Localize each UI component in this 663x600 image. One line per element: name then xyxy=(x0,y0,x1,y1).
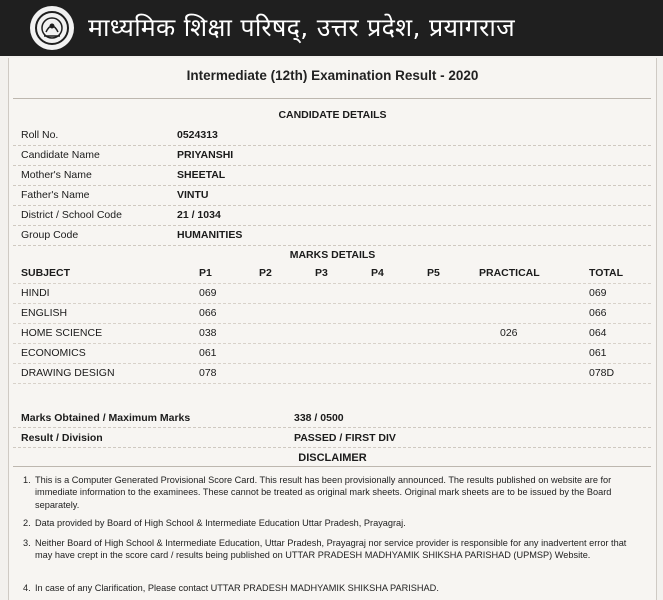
disclaimer-text: Neither Board of High School & Intermediate Education, Uttar Pradesh, Prayagraj nor service provider is responsible for any inadvertent error that may have crept in the score card / results being published on UTTAR PRADESH MADHYAMIK SHIKSHA PARISHAD (UPMSP) Website. xyxy=(35,538,627,561)
disclaimer-item xyxy=(23,474,645,512)
field-value: HUMANITIES xyxy=(177,229,243,241)
field-roll-no xyxy=(13,125,651,146)
disclaimer-text: In case of any Clarification, Please contact UTTAR PRADESH MADHYAMIK SHIKSHA PARISHAD. xyxy=(35,583,439,593)
p1-cell: 061 xyxy=(199,347,217,359)
col-practical: PRACTICAL xyxy=(479,267,540,279)
disclaimer-item xyxy=(23,537,645,575)
marks-obtained-row xyxy=(13,409,651,428)
exam-title: Intermediate (12th) Examination Result - 2020 xyxy=(186,68,479,83)
disclaimer-number: 3. xyxy=(23,538,31,548)
result-card xyxy=(8,58,657,600)
subject-cell: DRAWING DESIGN xyxy=(21,367,115,379)
disclaimer-number: 4. xyxy=(23,583,31,593)
field-value: PRIYANSHI xyxy=(177,149,234,161)
disclaimer-item xyxy=(23,582,645,596)
up-government-emblem-icon xyxy=(30,6,74,50)
field-value: VINTU xyxy=(177,189,209,201)
total-cell: 078D xyxy=(589,367,615,379)
field-value: 0524313 xyxy=(177,129,218,141)
field-label: Group Code xyxy=(21,229,79,241)
subject-cell: ECONOMICS xyxy=(21,347,86,359)
field-group-code xyxy=(13,225,651,246)
p1-cell: 078 xyxy=(199,367,217,379)
total-cell: 069 xyxy=(589,287,607,299)
table-row xyxy=(13,283,651,304)
practical-cell: 026 xyxy=(500,327,518,339)
col-p3: P3 xyxy=(315,267,328,279)
field-label: Candidate Name xyxy=(21,149,100,161)
marks-header-row xyxy=(13,263,651,284)
marks-obtained-value: 338 / 0500 xyxy=(294,412,344,424)
field-label: Mother's Name xyxy=(21,169,92,181)
result-division-label: Result / Division xyxy=(21,432,103,444)
p1-cell: 038 xyxy=(199,327,217,339)
total-cell: 064 xyxy=(589,327,607,339)
total-cell: 066 xyxy=(589,307,607,319)
table-row xyxy=(13,323,651,344)
subject-cell: HINDI xyxy=(21,287,50,299)
field-candidate-name xyxy=(13,145,651,166)
result-division-value: PASSED / FIRST DIV xyxy=(294,432,396,444)
col-total: TOTAL xyxy=(589,267,624,279)
field-label: Roll No. xyxy=(21,129,59,141)
table-row xyxy=(13,303,651,324)
field-label: District / School Code xyxy=(21,209,122,221)
col-subject: SUBJECT xyxy=(21,267,71,279)
header-banner xyxy=(0,0,663,56)
disclaimer-number: 1. xyxy=(23,475,31,485)
field-value: 21 / 1034 xyxy=(177,209,221,221)
marks-details-heading: MARKS DETAILS xyxy=(289,249,376,261)
field-label: Father's Name xyxy=(21,189,90,201)
total-cell: 061 xyxy=(589,347,607,359)
field-district-school-code xyxy=(13,205,651,226)
result-division-row xyxy=(13,429,651,448)
table-row xyxy=(13,343,651,364)
field-value: SHEETAL xyxy=(177,169,226,181)
subject-cell: ENGLISH xyxy=(21,307,68,319)
table-row xyxy=(13,363,651,384)
subject-cell: HOME SCIENCE xyxy=(21,327,103,339)
disclaimer-text: Data provided by Board of High School & Intermediate Education Uttar Pradesh, Prayagraj. xyxy=(35,518,406,528)
disclaimer-heading: DISCLAIMER xyxy=(298,452,367,464)
col-p4: P4 xyxy=(371,267,384,279)
p1-cell: 066 xyxy=(199,307,217,319)
disclaimer-item xyxy=(23,517,645,531)
col-p1: P1 xyxy=(199,267,212,279)
marks-obtained-label: Marks Obtained / Maximum Marks xyxy=(21,412,191,424)
candidate-details-heading: CANDIDATE DETAILS xyxy=(278,109,387,121)
p1-cell: 069 xyxy=(199,287,217,299)
field-mothers-name xyxy=(13,165,651,186)
disclaimer-text: This is a Computer Generated Provisional Score Card. This result has been provisionally announced. The results published on website are for immediate information to the examinees. These cannot be treated as original mark sheets. Original mark sheets are to be issued by the Board separately. xyxy=(35,475,612,510)
col-p2: P2 xyxy=(259,267,272,279)
board-title: माध्यमिक शिक्षा परिषद्, उत्तर प्रदेश, प्रयागराज xyxy=(88,13,516,42)
disclaimer-number: 2. xyxy=(23,518,31,528)
field-fathers-name xyxy=(13,185,651,206)
col-p5: P5 xyxy=(427,267,440,279)
